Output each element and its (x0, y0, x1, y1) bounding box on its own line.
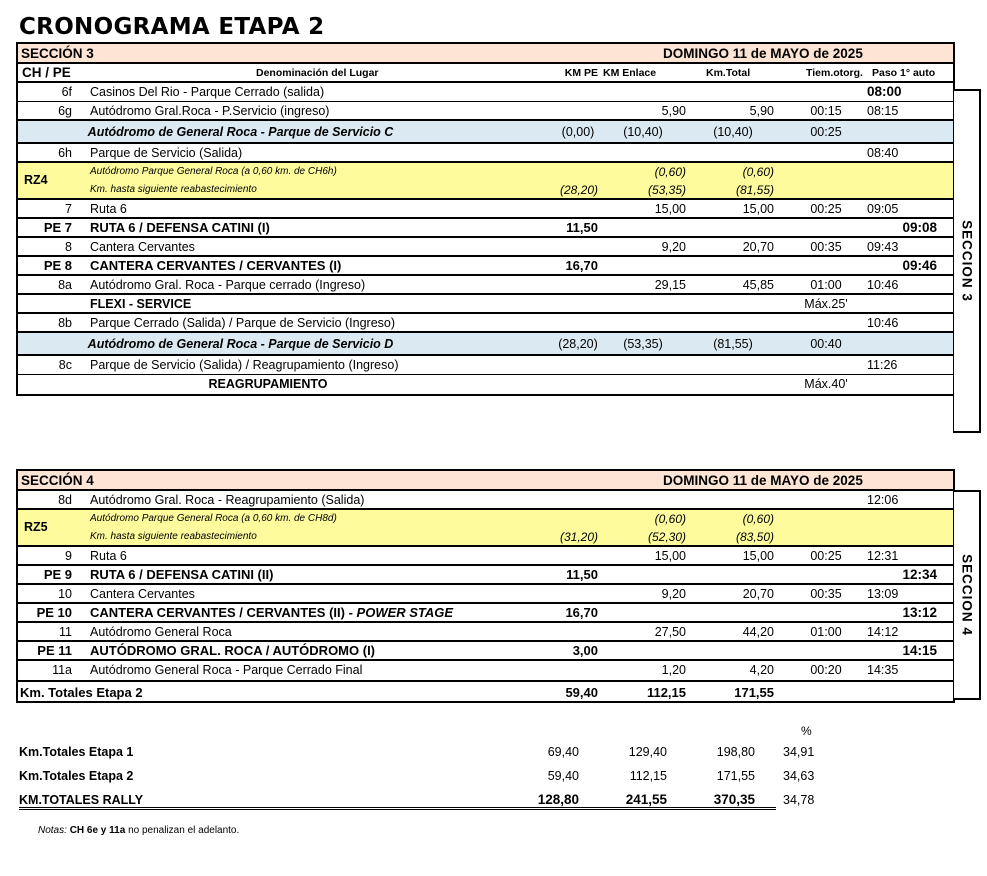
row-paso: 14:15 (902, 643, 937, 658)
row-desc-text: CANTERA CERVANTES / CERVANTES (II) - (90, 605, 357, 620)
service-km-total: (81,55) (713, 337, 753, 351)
rz-km-pe-2: (28,20) (559, 183, 598, 197)
row-paso: 11:26 (867, 358, 898, 372)
row-ch: 6g (58, 104, 72, 118)
row-km-pe: 3,00 (572, 643, 598, 658)
rz-km-total-1: (0,60) (742, 165, 774, 179)
row-ch: 8b (58, 316, 72, 330)
row-paso: 08:15 (867, 104, 899, 118)
col-km-pe: KM PE (564, 67, 598, 79)
totals-label: Km. Totales Etapa 2 (20, 685, 143, 700)
section-4-side-label (953, 490, 981, 700)
row-km-total: 4,20 (749, 663, 774, 677)
rz-km-total-2: (81,55) (735, 183, 774, 197)
row-desc: REAGRUPAMIENTO (208, 377, 328, 391)
rz-km-enlace-1: (0,60) (654, 512, 686, 526)
service-km-pe: (0,00) (561, 125, 595, 139)
row-desc (90, 491, 364, 509)
row-desc: FLEXI - SERVICE (90, 297, 192, 311)
page-title: CRONOGRAMA ETAPA 2 (19, 14, 325, 40)
row-desc-text: Autódromo General Roca - Parque Cerrado Final (90, 663, 363, 677)
row-tiempo: 01:00 (810, 278, 842, 292)
col-ch-pe: CH / PE (22, 65, 71, 80)
summary-km-enlace: 241,55 (625, 792, 667, 807)
row-desc (90, 642, 375, 660)
rz-km-total-2: (83,50) (735, 530, 774, 544)
row-paso: 09:05 (867, 202, 899, 216)
section-header (18, 44, 953, 64)
rz-note: Km. hasta siguiente reabastecimiento (90, 184, 257, 195)
row-ch: PE 9 (43, 567, 72, 582)
rz-km-enlace-2: (52,30) (647, 530, 686, 544)
section-3-side-text: SECCION 3 (959, 220, 974, 302)
summary-row (19, 766, 819, 786)
row-km-enlace: 29,15 (654, 278, 686, 292)
row-ch: 8a (58, 278, 72, 292)
summary-km-pe: 128,80 (537, 792, 579, 807)
section-date: DOMINGO 11 de MAYO de 2025 (663, 46, 863, 61)
row-paso: 09:08 (902, 220, 937, 235)
summary-km-enlace: 129,40 (628, 745, 667, 759)
row-paso: 13:12 (902, 605, 937, 620)
row-desc (90, 200, 127, 218)
table-row (18, 547, 953, 566)
row-desc (90, 314, 395, 332)
col-km-total: Km.Total (706, 67, 751, 79)
row-desc-text: Ruta 6 (90, 202, 127, 216)
row-km-enlace: 15,00 (654, 202, 686, 216)
summary-km-total: 171,55 (716, 769, 755, 783)
row-desc (90, 102, 329, 120)
table-row (18, 144, 953, 163)
row-km-enlace: 15,00 (654, 549, 686, 563)
table-row (18, 83, 953, 102)
totals-row (18, 680, 953, 701)
row-tiempo: 00:25 (810, 202, 842, 216)
table-row (18, 566, 953, 585)
service-km-enlace: (10,40) (623, 125, 663, 139)
section-header (18, 471, 953, 491)
row-km-enlace: 9,20 (661, 587, 686, 601)
row-paso: 12:34 (902, 567, 937, 582)
rz-location: Autódromo Parque General Roca (a 0,60 km. de CH8d) (90, 513, 337, 524)
row-paso: 09:43 (867, 240, 899, 254)
rz-km-pe-2: (31,20) (559, 530, 598, 544)
row-ch: 10 (58, 587, 72, 601)
row-km-total: 20,70 (742, 587, 774, 601)
row-desc-text: CANTERA CERVANTES / CERVANTES (I) (90, 258, 342, 273)
service-tiempo: 00:25 (810, 125, 842, 139)
section-label: SECCIÓN 3 (21, 46, 94, 61)
service-park-row (18, 121, 953, 144)
row-tiempo: 00:35 (810, 240, 842, 254)
row-km-enlace: 27,50 (654, 625, 686, 639)
row-ch: 6f (61, 85, 72, 99)
row-desc-text: Parque de Servicio (Salida) / Reagrupamiento (Ingreso) (90, 358, 399, 372)
table-row (18, 200, 953, 219)
table-row (18, 257, 953, 276)
row-km-pe: 16,70 (565, 258, 598, 273)
row-desc-text: RUTA 6 / DEFENSA CATINI (I) (90, 220, 270, 235)
table-row (18, 102, 953, 121)
row-ch: PE 7 (43, 220, 72, 235)
pct-header: % (801, 724, 812, 738)
notes-prefix: Notas: (38, 825, 70, 836)
row-ch: 6h (58, 146, 72, 160)
row-desc (90, 623, 232, 641)
service-km-total: (10,40) (713, 125, 753, 139)
row-km-total: 15,00 (742, 549, 774, 563)
summary-label: KM.TOTALES RALLY (19, 793, 144, 807)
table-row (18, 219, 953, 238)
col-tiempo: Tiem.otorg. (806, 67, 863, 79)
row-desc-italic: POWER STAGE (356, 605, 454, 620)
rz-km-enlace-2: (53,35) (647, 183, 686, 197)
section-3-side-label (953, 89, 981, 433)
table-row (18, 491, 953, 510)
row-ch: PE 8 (43, 258, 72, 273)
row-tiempo: 00:25 (810, 549, 842, 563)
row-desc (90, 238, 195, 256)
row-desc (90, 661, 362, 679)
row-km-total: 44,20 (742, 625, 774, 639)
row-desc (90, 257, 341, 275)
summary-km-total: 370,35 (713, 792, 755, 807)
row-desc-text: Ruta 6 (90, 549, 127, 563)
row-km-total: 20,70 (742, 240, 774, 254)
row-paso: 13:09 (867, 587, 899, 601)
row-km-total: 5,90 (749, 104, 774, 118)
row-tiempo: Máx.40' (804, 377, 848, 391)
summary-pct: 34,63 (783, 769, 815, 783)
row-desc (90, 276, 365, 294)
row-tiempo: 00:15 (810, 104, 842, 118)
rz-note: Km. hasta siguiente reabastecimiento (90, 531, 257, 542)
section-4-table (16, 469, 955, 703)
section-date: DOMINGO 11 de MAYO de 2025 (663, 473, 863, 488)
row-paso: 12:06 (867, 493, 899, 507)
summary-km-total: 198,80 (716, 745, 755, 759)
row-paso: 10:46 (867, 316, 899, 330)
service-tiempo: 00:40 (810, 337, 842, 351)
notes-rest: no penalizan el adelanto. (125, 825, 240, 836)
row-ch: 8 (65, 240, 72, 254)
table-row (18, 314, 953, 333)
section-3-table (16, 42, 955, 396)
row-desc (90, 585, 195, 603)
summary-label: Km.Totales Etapa 2 (19, 769, 134, 783)
summary-row (19, 742, 819, 762)
table-row (18, 642, 953, 661)
row-ch: 8d (58, 493, 72, 507)
row-tiempo: 01:00 (810, 625, 842, 639)
rz-location: Autódromo Parque General Roca (a 0,60 km. de CH6h) (90, 166, 337, 177)
row-paso: 14:12 (867, 625, 899, 639)
rz-km-total-1: (0,60) (742, 512, 774, 526)
row-ch: PE 11 (37, 643, 72, 658)
row-paso: 08:40 (867, 146, 899, 160)
row-paso: 08:00 (867, 84, 902, 99)
col-km-enlace: KM Enlace (603, 67, 657, 79)
table-row (18, 604, 953, 623)
row-paso: 14:35 (867, 663, 899, 677)
summary-pct: 34,91 (783, 745, 815, 759)
row-desc-text: Autódromo Gral. Roca - Reagrupamiento (Salida) (90, 493, 365, 507)
refuel-zone-row (18, 510, 953, 547)
summary-km-pe: 59,40 (547, 769, 579, 783)
table-row (18, 238, 953, 257)
rz-label: RZ4 (24, 173, 48, 187)
row-desc (90, 219, 270, 237)
section-4-side-text: SECCION 4 (959, 554, 974, 636)
table-row (18, 661, 953, 680)
row-desc-text: Cantera Cervantes (90, 587, 195, 601)
table-row (18, 356, 953, 375)
row-km-enlace: 5,90 (661, 104, 686, 118)
row-desc-text: Autódromo Gral. Roca - Parque cerrado (Ingreso) (90, 278, 366, 292)
totals-km-enlace: 112,15 (646, 685, 686, 700)
summary-km-pe: 69,40 (547, 745, 579, 759)
summary-pct: 34,78 (783, 793, 815, 807)
summary-km-enlace: 112,15 (629, 769, 667, 783)
service-name: Autódromo de General Roca - Parque de Servicio C (87, 125, 394, 139)
table-row (18, 375, 953, 394)
row-desc-text: Casinos Del Rio - Parque Cerrado (salida) (90, 85, 325, 99)
summary-label: Km.Totales Etapa 1 (19, 745, 134, 759)
row-km-total: 45,85 (742, 278, 774, 292)
table-row (18, 295, 953, 314)
row-ch: 9 (65, 549, 72, 563)
row-desc-text: AUTÓDROMO GRAL. ROCA / AUTÓDROMO (I) (90, 643, 376, 658)
rz-km-enlace-1: (0,60) (654, 165, 686, 179)
service-name: Autódromo de General Roca - Parque de Servicio D (87, 337, 394, 351)
row-paso: 12:31 (867, 549, 899, 563)
service-park-row (18, 333, 953, 356)
row-tiempo: 00:35 (810, 587, 842, 601)
row-desc-text: Autódromo Gral.Roca - P.Servicio (ingreso) (90, 104, 330, 118)
row-desc (90, 144, 242, 162)
col-paso: Paso 1° auto (872, 67, 936, 79)
table-row (18, 276, 953, 295)
summary-row (19, 790, 815, 810)
row-km-enlace: 1,20 (661, 663, 686, 677)
table-row (18, 585, 953, 604)
row-desc (90, 566, 273, 584)
refuel-zone-row (18, 163, 953, 200)
service-km-pe: (28,20) (558, 337, 598, 351)
row-paso: 10:46 (867, 278, 899, 292)
row-ch: 8c (58, 358, 72, 372)
row-desc-text: RUTA 6 / DEFENSA CATINI (II) (90, 567, 274, 582)
table-row (18, 623, 953, 642)
col-desc: Denominación del Lugar (256, 67, 379, 79)
row-km-pe: 11,50 (566, 567, 598, 582)
row-desc (90, 604, 453, 622)
row-km-total: 15,00 (742, 202, 774, 216)
service-km-enlace: (53,35) (623, 337, 663, 351)
row-desc (90, 83, 324, 101)
row-desc-text: Parque de Servicio (Salida) (90, 146, 243, 160)
totals-km-pe: 59,40 (565, 685, 598, 700)
row-desc (90, 547, 127, 565)
row-ch: 7 (65, 202, 72, 216)
rz-label: RZ5 (24, 520, 48, 534)
row-desc-text: Parque Cerrado (Salida) / Parque de Servicio (Ingreso) (90, 316, 396, 330)
row-ch: 11 (59, 625, 72, 639)
row-ch: 11a (52, 663, 72, 677)
row-desc (90, 356, 399, 374)
notes-bold: CH 6e y 11a (69, 825, 126, 836)
row-desc-text: Autódromo General Roca (90, 625, 232, 639)
row-ch: PE 10 (36, 605, 72, 620)
row-desc-text: Cantera Cervantes (90, 240, 195, 254)
row-paso: 09:46 (902, 258, 937, 273)
section-label: SECCIÓN 4 (21, 473, 94, 488)
row-km-enlace: 9,20 (661, 240, 686, 254)
row-tiempo: Máx.25' (804, 297, 848, 311)
notes (38, 825, 239, 836)
row-tiempo: 00:20 (810, 663, 842, 677)
row-km-pe: 16,70 (565, 605, 598, 620)
totals-km-total: 171,55 (734, 685, 774, 700)
column-header-row (18, 64, 953, 83)
row-km-pe: 11,50 (566, 220, 598, 235)
